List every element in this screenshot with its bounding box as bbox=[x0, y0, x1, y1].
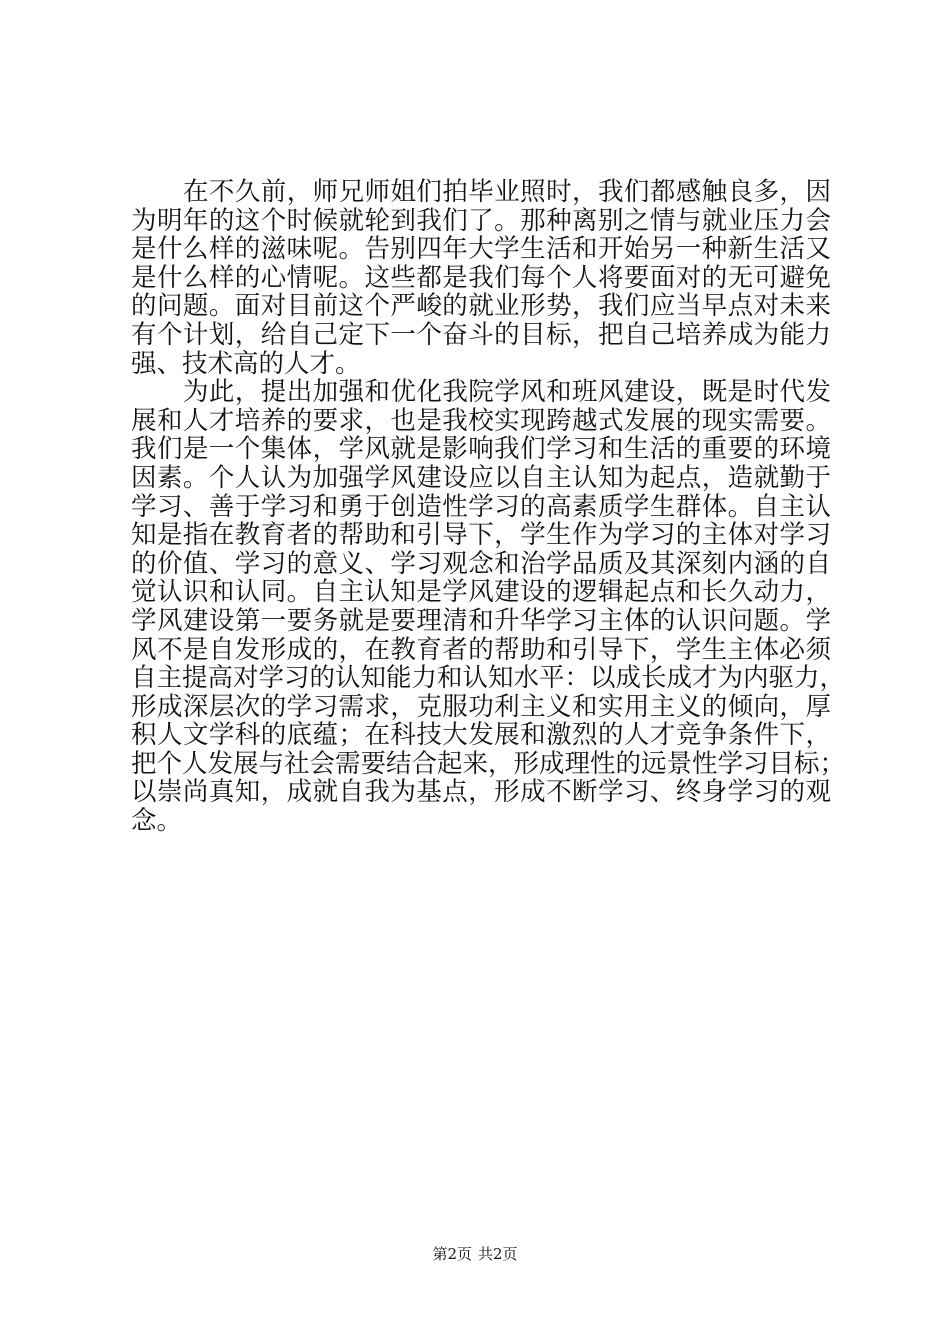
paragraph-2-line-6: 知是指在教育者的帮助和引导下，学生作为学习的主体对学习 bbox=[131, 520, 831, 551]
body-text bbox=[131, 177, 846, 837]
paragraph-1-line-3: 是什么样的滋味呢。告别四年大学生活和开始另一种新生活又 bbox=[131, 234, 831, 265]
paragraph-2-line-11: 自主提高对学习的认知能力和认知水平：以成长成才为内驱力， bbox=[131, 663, 846, 694]
paragraph-2-line-15: 以崇尚真知，成就自我为基点，形成不断学习、终身学习的观 bbox=[131, 777, 831, 808]
paragraph-2-line-13: 积人文学科的底蕴；在科技大发展和激烈的人才竞争条件下， bbox=[131, 720, 831, 751]
page-footer bbox=[0, 1244, 950, 1264]
paragraph-1-line-2: 为明年的这个时候就轮到我们了。那种离别之情与就业压力会 bbox=[131, 205, 831, 236]
page-number: 第2页 bbox=[432, 1245, 472, 1263]
paragraph-2-line-9: 学风建设第一要务就是要理清和升华学习主体的认识问题。学 bbox=[131, 605, 831, 636]
paragraph-2-line-14: 把个人发展与社会需要结合起来，形成理性的远景性学习目标； bbox=[131, 748, 846, 779]
paragraph-2-line-8: 觉认识和认同。自主认知是学风建设的逻辑起点和长久动力， bbox=[131, 577, 831, 608]
paragraph-2-line-16: 念。 bbox=[131, 806, 183, 837]
page-total: 共2页 bbox=[478, 1245, 518, 1263]
paragraph-2-line-1: 为此，提出加强和优化我院学风和班风建设，既是时代发 bbox=[183, 377, 831, 408]
paragraph-2-line-10: 风不是自发形成的，在教育者的帮助和引导下，学生主体必须 bbox=[131, 634, 831, 665]
paragraph-2-line-3: 我们是一个集体，学风就是影响我们学习和生活的重要的环境 bbox=[131, 434, 831, 465]
paragraph-1-line-7: 强、技术高的人才。 bbox=[131, 348, 361, 379]
paragraph-2-line-7: 的价值、学习的意义、学习观念和治学品质及其深刻内涵的自 bbox=[131, 548, 831, 579]
paragraph-2-line-2: 展和人才培养的要求，也是我校实现跨越式发展的现实需要。 bbox=[131, 405, 831, 436]
paragraph-1-line-6: 有个计划，给自己定下一个奋斗的目标，把自己培养成为能力 bbox=[131, 319, 831, 350]
paragraph-1-line-1: 在不久前，师兄师姐们拍毕业照时，我们都感触良多，因 bbox=[183, 177, 831, 207]
paragraph-2-line-12: 形成深层次的学习需求，克服功利主义和实用主义的倾向，厚 bbox=[131, 691, 831, 722]
paragraph-2-line-5: 学习、善于学习和勇于创造性学习的高素质学生群体。自主认 bbox=[131, 491, 831, 522]
paragraph-1-line-5: 的问题。面对目前这个严峻的就业形势，我们应当早点对未来 bbox=[131, 291, 831, 322]
paragraph-1-line-4: 是什么样的心情呢。这些都是我们每个人将要面对的无可避免 bbox=[131, 262, 831, 293]
paragraph-2-line-4: 因素。个人认为加强学风建设应以自主认知为起点，造就勤于 bbox=[131, 462, 831, 493]
